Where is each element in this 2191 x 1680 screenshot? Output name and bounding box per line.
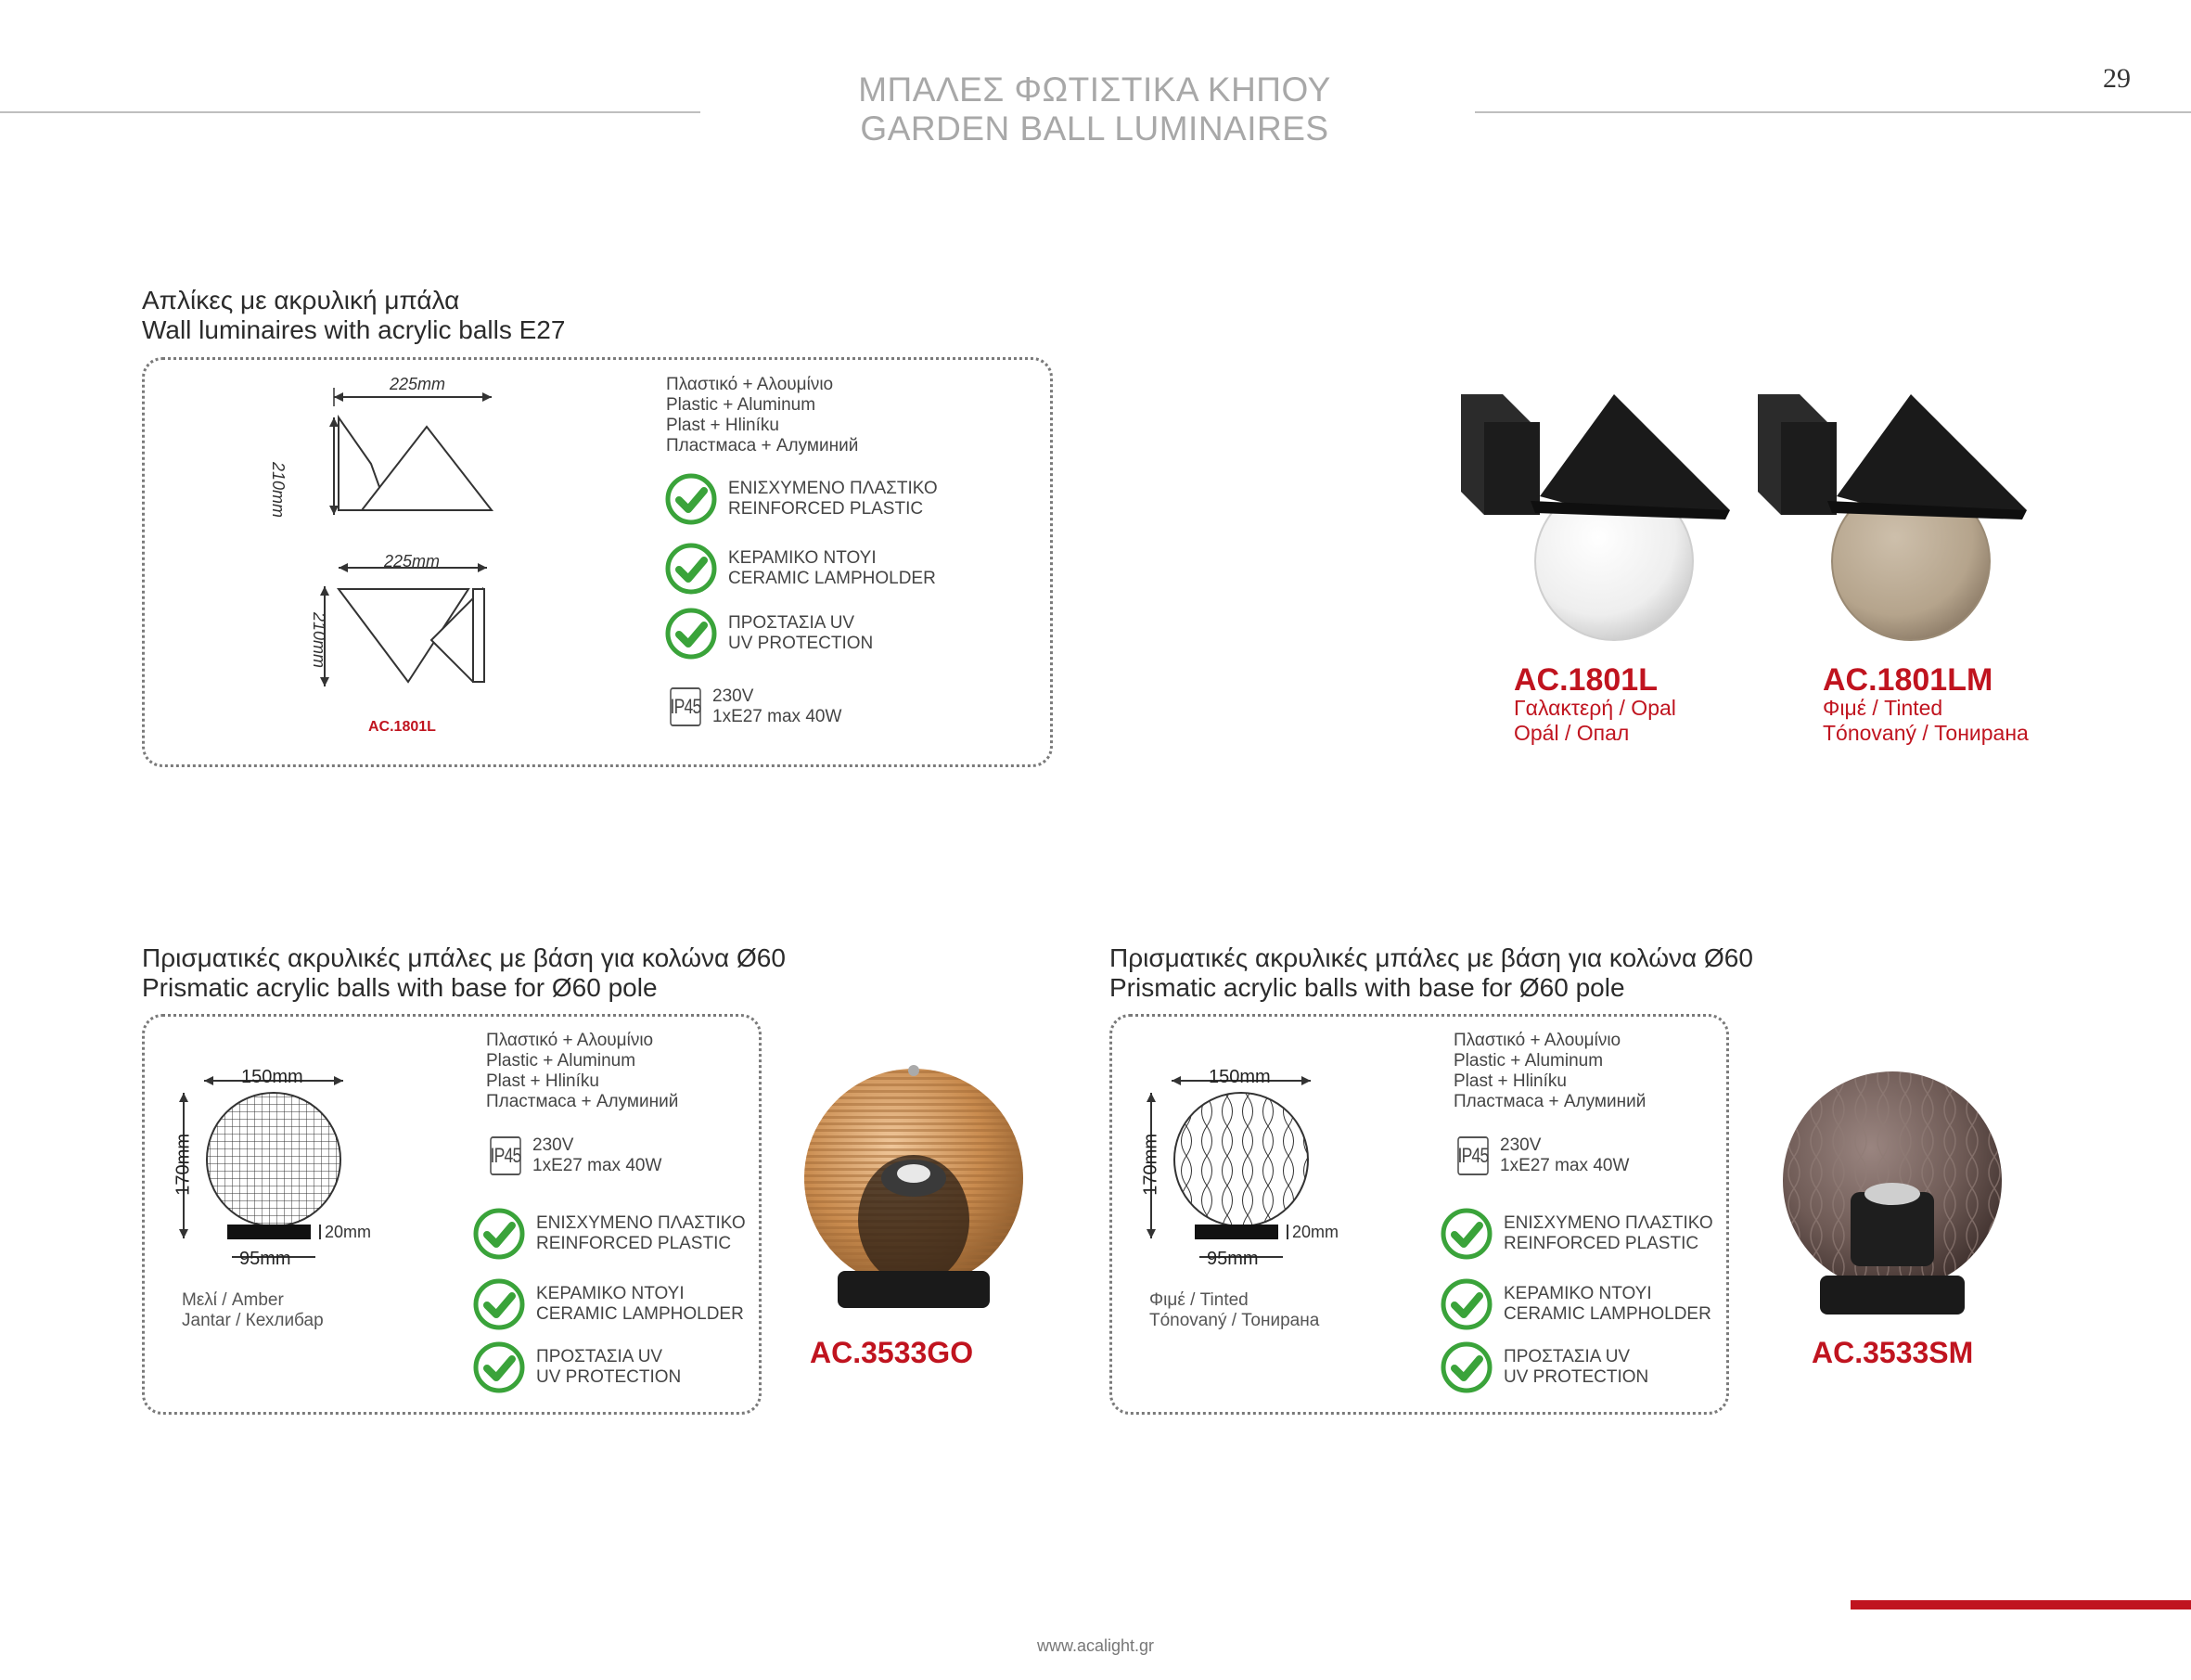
section3-ip-rating (1454, 1135, 1629, 1176)
section3-color-note (1149, 1290, 1319, 1331)
feature-uv-protection (665, 608, 873, 660)
feature-label-english: REINFORCED PLASTIC (1504, 1234, 1699, 1253)
dim-base-height: 20mm (325, 1223, 372, 1241)
feature-label-english: CERAMIC LAMPHOLDER (536, 1304, 744, 1324)
page-number: 29 (2103, 63, 2131, 94)
feature-label-english: CERAMIC LAMPHOLDER (1504, 1304, 1711, 1324)
dim-width: 150mm (241, 1067, 303, 1087)
header-rule-left (0, 111, 700, 113)
feature-ceramic-lampholder (473, 1278, 744, 1330)
page-title-greek: ΜΠΑΛΕΣ ΦΩΤΙΣΤΙΚΑ ΚΗΠΟΥ (858, 71, 1331, 109)
feature-reinforced-plastic (665, 473, 938, 525)
feature-reinforced-plastic (473, 1208, 746, 1260)
check-icon (473, 1341, 525, 1393)
material-line-bulgarian: Пластмаса + Алуминий (1454, 1092, 1646, 1111)
feature-label-greek: ΠΡΟΣΤΑΣΙΑ UV (1504, 1347, 1631, 1366)
dim-height-top: 210mm (269, 462, 288, 519)
check-icon (473, 1208, 525, 1260)
material-line-greek: Πλαστικό + Αλουμίνιο (486, 1031, 654, 1050)
material-line-english: Plastic + Aluminum (1454, 1051, 1604, 1071)
section1-ip-rating (666, 686, 841, 727)
section3-title-english: Prismatic acrylic balls with base for Ø60 pole (1109, 973, 1625, 1002)
material-line-english: Plastic + Aluminum (666, 395, 816, 415)
product-image-ac1801l (1447, 385, 1744, 645)
section2-materials (486, 1031, 678, 1112)
color-line-2: Tónovaný / Тонирана (1149, 1311, 1320, 1330)
check-icon (1441, 1208, 1493, 1260)
color-line-2: Jantar / Кехлибар (182, 1311, 324, 1330)
wall-luminaire-drawing (297, 371, 519, 705)
ip45-badge-icon: IP45 (670, 687, 701, 726)
check-icon (1441, 1278, 1493, 1330)
section2-ip-rating (486, 1135, 661, 1176)
feature-uv-protection (473, 1341, 681, 1393)
product-variant-opal (1514, 696, 1676, 746)
variant-line-1: Γαλακτερή / Opal (1514, 696, 1676, 720)
dim-base-width: 95mm (1207, 1249, 1259, 1269)
product-code-ac1801lm: AC.1801LM (1823, 662, 1993, 698)
section1-title-english: Wall luminaires with acrylic balls E27 (142, 315, 566, 344)
section3-title (1109, 943, 1753, 1003)
ip45-badge-icon: IP45 (1457, 1136, 1489, 1175)
feature-label-english: UV PROTECTION (536, 1367, 682, 1387)
material-line-english: Plastic + Aluminum (486, 1051, 636, 1071)
dim-width-bottom: 225mm (384, 552, 441, 571)
material-line-czech: Plast + Hliníku (486, 1071, 599, 1091)
voltage-label: 230V (1500, 1135, 1542, 1155)
color-line-1: Μελί / Amber (182, 1290, 284, 1310)
dim-width: 150mm (1209, 1067, 1271, 1087)
drawing-code-label: AC.1801L (368, 719, 436, 735)
product-image-ac3533sm (1772, 1062, 2013, 1340)
section3-title-greek: Πρισματικές ακρυλικές μπάλες με βάση για κολώνα Ø60 (1109, 943, 1753, 972)
material-line-greek: Πλαστικό + Αλουμίνιο (1454, 1031, 1621, 1050)
lamp-label: 1xE27 max 40W (532, 1156, 662, 1175)
section1-title (142, 286, 565, 345)
lamp-label: 1xE27 max 40W (712, 707, 842, 726)
material-line-bulgarian: Пластмаса + Алуминий (666, 436, 859, 455)
check-icon (1441, 1341, 1493, 1393)
feature-label-english: UV PROTECTION (728, 634, 874, 653)
dim-height: 170mm (1140, 1134, 1161, 1196)
feature-label-english: UV PROTECTION (1504, 1367, 1649, 1387)
feature-ceramic-lampholder (665, 543, 936, 595)
voltage-label: 230V (712, 686, 754, 706)
voltage-label: 230V (532, 1135, 574, 1155)
feature-label-greek: ΚΕΡΑΜΙΚΟ ΝΤΟΥΙ (728, 548, 877, 568)
check-icon (665, 608, 717, 660)
dim-base-height: 20mm (1292, 1223, 1339, 1241)
dim-width-top: 225mm (390, 375, 446, 393)
check-icon (473, 1278, 525, 1330)
check-icon (665, 543, 717, 595)
section2-title-english: Prismatic acrylic balls with base for Ø60 pole (142, 973, 658, 1002)
product-code-ac3533go: AC.3533GO (810, 1336, 974, 1369)
product-code-ac1801l: AC.1801L (1514, 662, 1658, 698)
feature-label-english: CERAMIC LAMPHOLDER (728, 569, 936, 588)
footer-accent-bar (1851, 1600, 2191, 1609)
check-icon (665, 473, 717, 525)
page-title (779, 71, 1410, 148)
feature-label-english: REINFORCED PLASTIC (728, 499, 924, 519)
section2-color-note (182, 1290, 324, 1331)
section2-title-greek: Πρισματικές ακρυλικές μπάλες με βάση για κολώνα Ø60 (142, 943, 786, 972)
feature-label-greek: ΚΕΡΑΜΙΚΟ ΝΤΟΥΙ (536, 1284, 685, 1303)
feature-label-english: REINFORCED PLASTIC (536, 1234, 732, 1253)
feature-label-greek: ΠΡΟΣΤΑΣΙΑ UV (536, 1347, 663, 1366)
feature-label-greek: ΕΝΙΣΧΥΜΕΝΟ ΠΛΑΣΤΙΚΟ (1504, 1213, 1713, 1233)
footer-website-link[interactable]: www.acalight.gr (1036, 1636, 1155, 1655)
material-line-czech: Plast + Hliníku (1454, 1071, 1567, 1091)
section3-materials (1454, 1031, 1646, 1112)
feature-ceramic-lampholder (1441, 1278, 1711, 1330)
section1-materials (666, 375, 858, 456)
feature-label-greek: ΕΝΙΣΧΥΜΕΝΟ ΠΛΑΣΤΙΚΟ (536, 1213, 746, 1233)
lamp-label: 1xE27 max 40W (1500, 1156, 1630, 1175)
section1-title-greek: Απλίκες με ακρυλική μπάλα (142, 286, 460, 314)
section2-title (142, 943, 786, 1003)
feature-reinforced-plastic (1441, 1208, 1713, 1260)
product-image-ac1801lm (1744, 385, 2041, 645)
variant-line-2: Opál / Опал (1514, 721, 1630, 745)
material-line-bulgarian: Пластмаса + Алуминий (486, 1092, 679, 1111)
product-variant-tinted (1823, 696, 2029, 746)
product-code-ac3533sm: AC.3533SM (1812, 1336, 1974, 1369)
feature-label-greek: ΚΕΡΑΜΙΚΟ ΝΤΟΥΙ (1504, 1284, 1652, 1303)
dim-height-bottom: 210mm (310, 612, 328, 669)
ip45-badge-icon: IP45 (490, 1136, 521, 1175)
feature-label-greek: ΠΡΟΣΤΑΣΙΑ UV (728, 613, 855, 633)
dim-height: 170mm (173, 1134, 194, 1196)
material-line-greek: Πλαστικό + Αλουμίνιο (666, 375, 834, 394)
header-rule-right (1475, 111, 2191, 113)
variant-line-1: Φιμέ / Tinted (1823, 696, 1943, 720)
material-line-czech: Plast + Hliníku (666, 416, 779, 435)
variant-line-2: Tónovaný / Тонирана (1823, 721, 2029, 745)
page-title-english: GARDEN BALL LUMINAIRES (860, 109, 1329, 147)
feature-uv-protection (1441, 1341, 1648, 1393)
color-line-1: Φιμέ / Tinted (1149, 1290, 1249, 1310)
dim-base-width: 95mm (239, 1249, 291, 1269)
product-image-ac3533go (793, 1058, 1034, 1336)
feature-label-greek: ΕΝΙΣΧΥΜΕΝΟ ΠΛΑΣΤΙΚΟ (728, 479, 938, 498)
